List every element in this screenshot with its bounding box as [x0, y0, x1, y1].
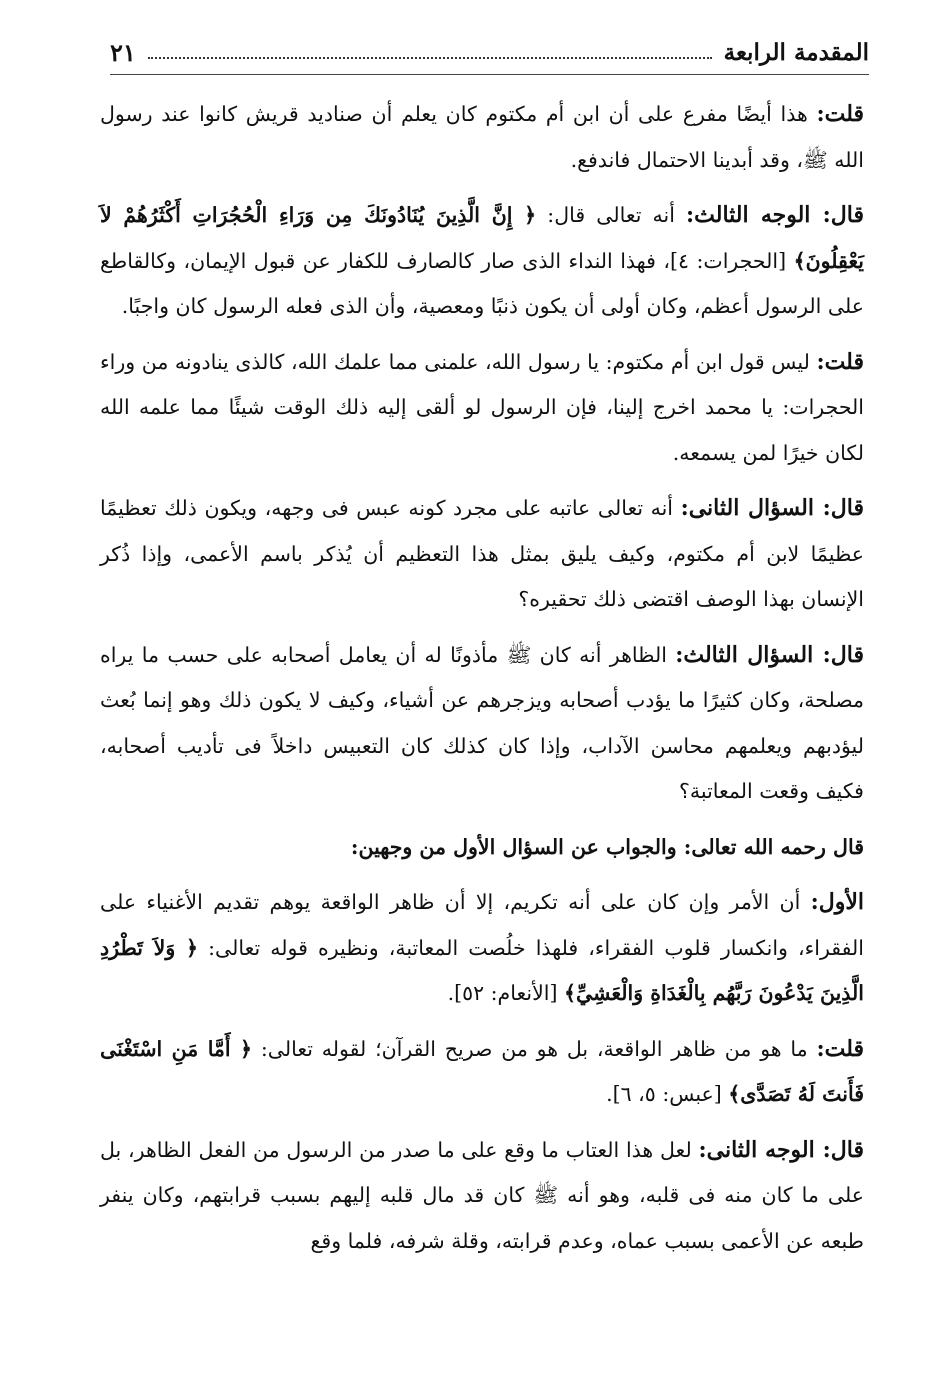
paragraph-text: ما هو من ظاهر الواقعة، بل هو من صريح القرآن؛ لقوله تعالى:: [252, 1036, 808, 1061]
paragraph-text: أنه تعالى قال:: [536, 203, 675, 227]
paragraph-text: الظاهر أنه كان ﷺ مأذونًا له أن يعامل أصحابه على حسب ما يراه مصلحة، وكان كثيرًا ما يؤدب أصحابه ويزجرهم عن أشياء، وكيف لا يكون ذلك وهو إنما بُعث ليؤدبهم ويعلمهم محاسن الآداب، وإذا كان كذلك كان التعبيس داخلاً فى تأديب أصحابه، فكيف وقعت المعاتبة؟: [100, 642, 864, 803]
paragraph: [100, 880, 864, 1017]
paragraph-text: أن الأمر وإن كان على أنه تكريم، إلا أن ظاهر الواقعة يوهم تقديم الأغنياء على الفقراء، وانكسار قلوب الفقراء، فلهذا خلُصت المعاتبة، ونظيره قوله تعالى:: [100, 890, 864, 960]
paragraph: [100, 193, 864, 330]
paragraph-lead: قلت:: [816, 348, 864, 375]
paragraph: [100, 92, 864, 183]
paragraph-lead: قلت:: [816, 101, 864, 127]
page-header: [110, 30, 869, 75]
paragraph-text: هذا أيضًا مفرع على أن ابن أم مكتوم كان يعلم أن صناديد قريش كانوا عند رسول الله ﷺ، وقد أبدينا الاحتمال فاندفع.: [100, 102, 864, 172]
paragraph-lead: قال: السؤال الثانى:: [680, 495, 864, 521]
paragraph-lead: قال: الوجه الثالث:: [686, 202, 864, 228]
quran-verse: ﴿ أَمَّا مَنِ اسْتَغْنَى فَأَنتَ لَهُ تَصَدَّى﴾: [100, 1036, 864, 1106]
paragraph-text: [الحجرات: ٤]، فهذا النداء الذى صار كالصارف للكفار عن قبول الإيمان، وكالقاطع على الرسول أعظم، وكان أولى أن يكون ذنبًا ومعصية، وأن الذى فعله الرسول كان واجبًا.: [100, 248, 864, 318]
quran-verse: ﴿ إِنَّ الَّذِينَ يُنَادُونَكَ مِن وَرَاءِ الْحُجُرَاتِ أَكْثَرُهُمْ لاَ يَعْقِلُونَ﴾: [100, 203, 864, 273]
page-body: [100, 92, 864, 1274]
paragraph-text: [الأنعام: ٥٢].: [447, 981, 564, 1005]
paragraph-lead: الأول:: [810, 889, 864, 915]
leader-dots: [148, 57, 712, 59]
paragraph-lead: قال: السؤال الثالث:: [675, 641, 864, 668]
paragraph-text: [عبس: ٥، ٦].: [606, 1082, 729, 1106]
page-number: ٢١: [110, 37, 136, 67]
paragraph-lead: قال: الوجه الثانى:: [698, 1136, 864, 1163]
paragraph: [100, 1027, 864, 1118]
paragraph: [100, 825, 864, 871]
quran-verse: ﴿ وَلاَ تَطْرُدِ الَّذِينَ يَدْعُونَ رَبَّهُم بِالْغَدَاةِ وَالْعَشِيِّ﴾: [100, 935, 864, 1005]
paragraph-lead: قلت:: [816, 1035, 864, 1062]
section-title: المقدمة الرابعة: [723, 38, 869, 66]
paragraph: [100, 486, 864, 623]
paragraph: [100, 1128, 864, 1265]
paragraph-text: قال رحمه الله تعالى: والجواب عن السؤال الأول من وجهين:: [350, 834, 864, 859]
paragraph: [100, 340, 864, 477]
paragraph-text: لعل هذا العتاب ما وقع على ما صدر من الرسول من الفعل الظاهر، بل على ما كان منه فى قلبه، وهو أنه ﷺ كان قد مال قلبه إليهم بسبب قرابتهم، وكان ينفر طبعه عن الأعمى بسبب عماه، وعدم قرابته، وقلة شرفه، فلما وقع: [100, 1137, 864, 1253]
paragraph-text: ليس قول ابن أم مكتوم: يا رسول الله، علمنى مما علمك الله، كالذى ينادونه من وراء الحجرات: يا محمد اخرج إلينا، فإن الرسول لو ألقى إليه ذلك الوقت شيئًا مما علمه الله لكان خيرًا لمن يسمعه.: [100, 349, 864, 465]
paragraph-text: أنه تعالى عاتبه على مجرد كونه عبس فى وجهه، ويكون ذلك تعظيمًا عظيمًا لابن أم مكتوم، وكيف يليق بمثل هذا التعظيم أن يُذكر باسم الأعمى، وإذا ذُكر الإنسان بهذا الوصف اقتضى ذلك تحقيره؟: [100, 496, 864, 611]
paragraph: [100, 633, 864, 815]
